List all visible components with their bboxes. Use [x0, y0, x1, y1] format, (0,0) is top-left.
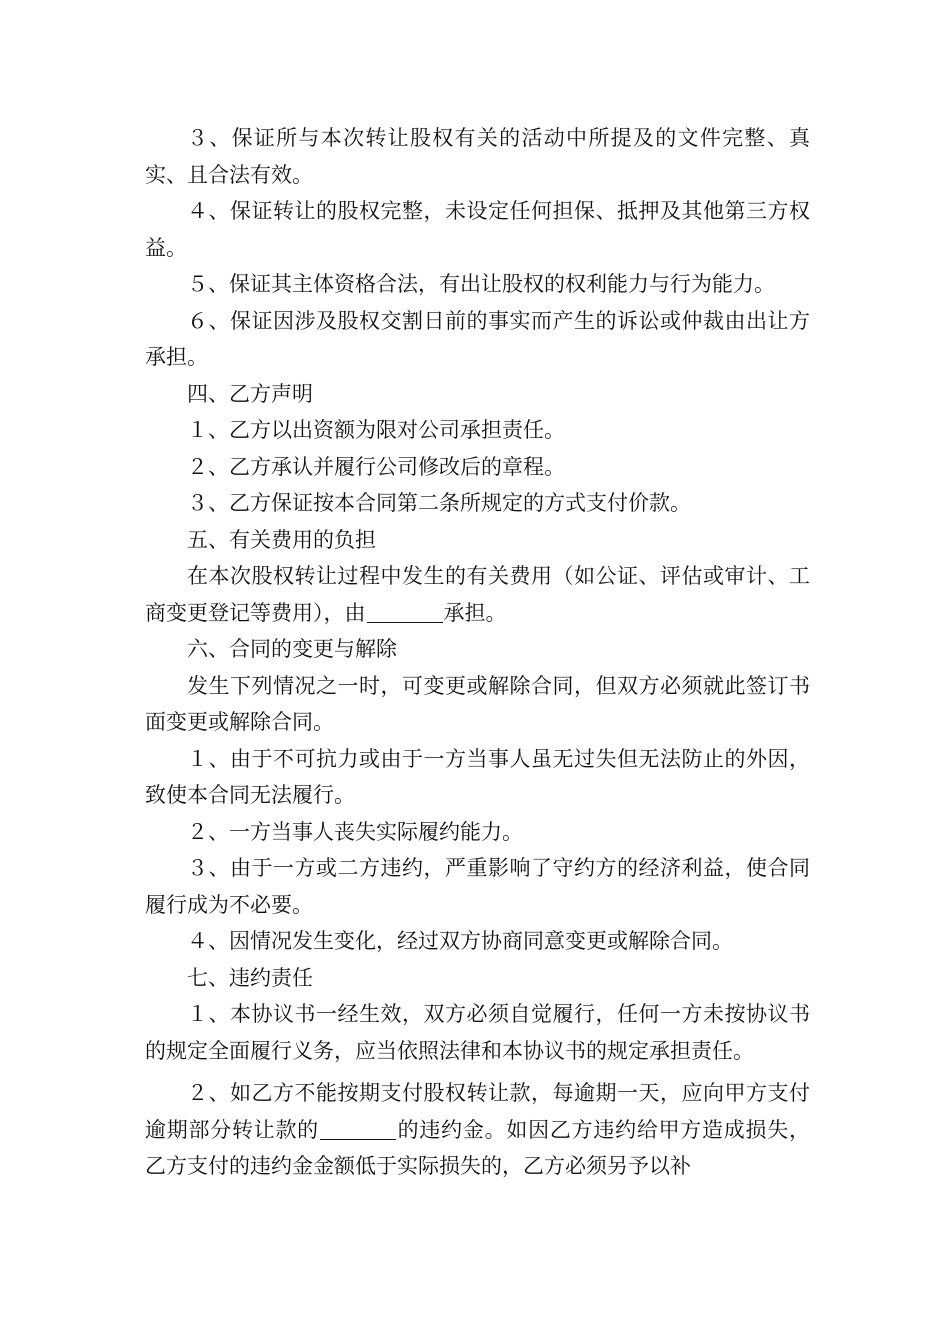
change-termination-intro: 发生下列情况之一时，可变更或解除合同，但双方必须就此签订书面变更或解除合同。	[145, 673, 810, 734]
party-b-clause-2: ２、乙方承认并履行公司修改后的章程。	[187, 454, 565, 479]
change-clause-4: ４、因情况发生变化，经过双方协商同意变更或解除合同。	[187, 929, 733, 953]
party-b-clause-1: １、乙方以出资额为限对公司承担责任。	[187, 418, 565, 442]
change-clause-2: ２、一方当事人丧失实际履约能力。	[187, 819, 523, 844]
clause-3-documents-complete: ３、保证所与本次转让股权有关的活动中所提及的文件完整、真实、且合法有效。	[145, 126, 810, 187]
breach-clause-1: １、本协议书一经生效，双方必须自觉履行，任何一方未按协议书的规定全面履行义务，应当依照法律和本协议书的规定承担责任。	[145, 1002, 810, 1063]
party-b-clause-3: ３、乙方保证按本合同第二条所规定的方式支付价款。	[187, 491, 691, 515]
section-heading-party-b-statement: 四、乙方声明	[187, 381, 313, 406]
section-heading-breach-liability: 七、违约责任	[187, 965, 313, 990]
clause-5-legal-capacity: ５、保证其主体资格合法，有出让股权的权利能力与行为能力。	[187, 272, 775, 296]
change-clause-3: ３、由于一方或二方违约，严重影响了守约方的经济利益，使合同履行成为不必要。	[145, 856, 810, 917]
fees-text-after: 承担。	[443, 600, 507, 625]
penalty-rate-blank[interactable]	[320, 1118, 396, 1140]
section-heading-change-termination: 六、合同的变更与解除	[187, 637, 397, 661]
document-body	[145, 120, 810, 1185]
fees-text-before: 在本次股权转让过程中发生的有关费用（如公证、评估或审计、工商变更登记等费用），由	[145, 564, 810, 625]
breach-text-before: ２、如乙方不能按期支付股权转让款，每逾期一天，应向甲方支付逾期部分转让款的	[145, 1081, 810, 1142]
clause-4-equity-unencumbered: ４、保证转让的股权完整，未设定任何担保、抵押及其他第三方权益。	[145, 199, 810, 260]
breach-text-after: 的违约金。如因乙方违约给甲方造成损失，乙方支付的违约金金额低于实际损失的，乙方必须另予以补	[145, 1117, 811, 1178]
fees-paragraph	[145, 558, 810, 631]
section-heading-fees: 五、有关费用的负担	[187, 527, 376, 552]
fees-payer-blank[interactable]	[367, 601, 443, 623]
clause-6-litigation-liability: ６、保证因涉及股权交割日前的事实而产生的诉讼或仲裁由出让方承担。	[145, 308, 810, 369]
change-clause-1: １、由于不可抗力或由于一方当事人虽无过失但无法防止的外因，致使本合同无法履行。	[145, 746, 810, 807]
breach-clause-2	[145, 1075, 810, 1185]
